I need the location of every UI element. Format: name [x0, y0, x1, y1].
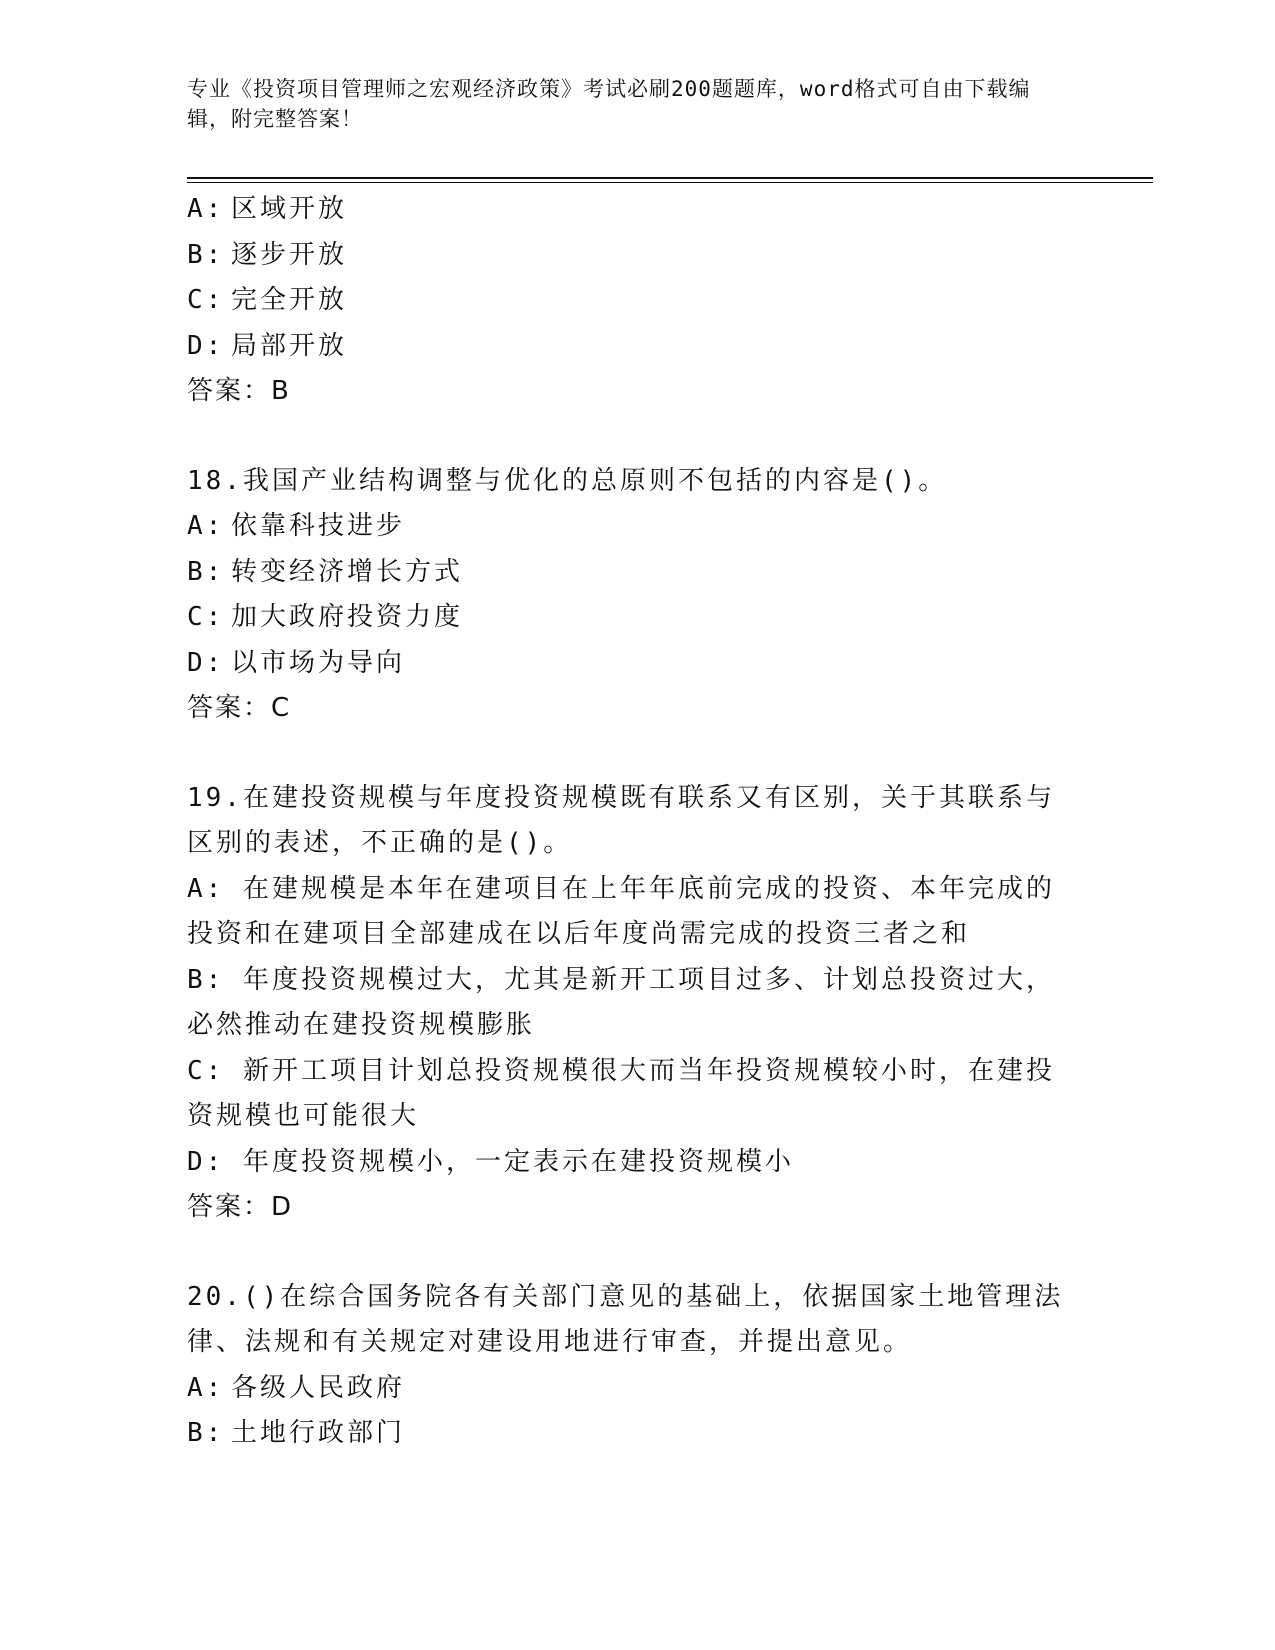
header-rule-thin [187, 182, 1153, 183]
question-list [187, 187, 1077, 1457]
question-17 [187, 187, 1077, 415]
option-a: A: 区域开放 [187, 194, 348, 224]
question-19 [187, 776, 1077, 1231]
header-rule-thick [187, 177, 1153, 179]
option-c: C: 完全开放 [187, 285, 348, 315]
option-b: B: 土地行政部门 [187, 1418, 406, 1448]
answer: 答案：C [187, 693, 292, 723]
question-20 [187, 1275, 1077, 1457]
option-a: A: 各级人民政府 [187, 1372, 406, 1403]
option-d: D: 局部开放 [187, 330, 348, 361]
question-text: 18.我国产业结构调整与优化的总原则不包括的内容是()。 [187, 465, 948, 496]
option-a: A: 依靠科技进步 [187, 511, 406, 541]
question-text: 19.在建投资规模与年度投资规模既有联系又有区别，关于其联系与区别的表述，不正确的是()。 [187, 782, 1055, 858]
option-b: B: 逐步开放 [187, 239, 348, 270]
option-b: B: 转变经济增长方式 [187, 556, 464, 587]
option-d: D: 以市场为导向 [187, 647, 406, 678]
document-header: 专业《投资项目管理师之宏观经济政策》考试必刷200题题库，word格式可自由下载编辑，附完整答案！ [187, 77, 1031, 131]
option-c: C: 新开工项目计划总投资规模很大而当年投资规模较小时，在建投资规模也可能很大 [187, 1055, 1055, 1131]
option-d: D: 年度投资规模小，一定表示在建投资规模小 [187, 1146, 794, 1177]
option-b: B: 年度投资规模过大，尤其是新开工项目过多、计划总投资过大，必然推动在建投资规模膨胀 [187, 964, 1055, 1040]
question-text: 20.()在综合国务院各有关部门意见的基础上，依据国家土地管理法律、法规和有关规定对建设用地进行审查，并提出意见。 [187, 1281, 1064, 1357]
option-c: C: 加大政府投资力度 [187, 602, 464, 632]
question-18 [187, 459, 1077, 732]
answer: 答案：D [187, 1192, 294, 1222]
option-a: A: 在建规模是本年在建项目在上年年底前完成的投资、本年完成的投资和在建项目全部建成在以后年度尚需完成的投资三者之和 [187, 873, 1055, 949]
answer: 答案：B [187, 376, 291, 406]
